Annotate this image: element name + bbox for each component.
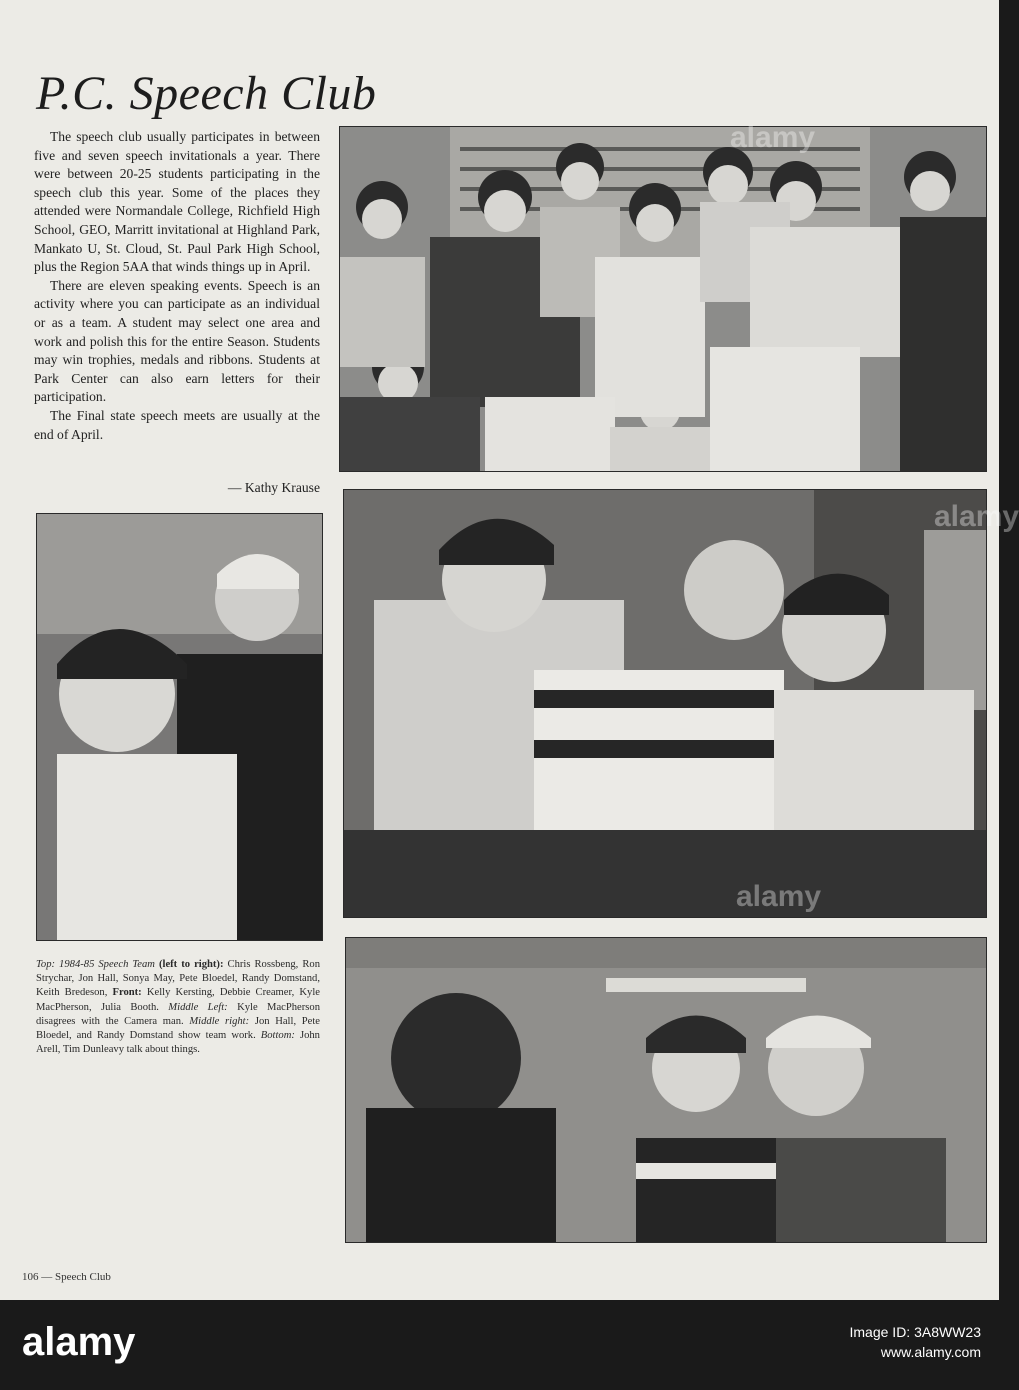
caption-top-label: Top: 1984-85 Speech Team [36, 959, 155, 970]
caption-middle-left-label: Middle Left: [168, 1001, 228, 1013]
caption-front-label: Front: [112, 987, 142, 999]
byline: — Kathy Krause [227, 480, 320, 495]
group-photo [339, 121, 987, 472]
article-paragraph: The speech club usually participates in between five and seven speech invitationals a year. There were between 20-25 students participating in the speech club this year. Some of the places they attended were Normandale College, Richfield High School, GEO, Marritt invitational at Highland Park, Mankato U, St. Cloud, St. Paul Park High School, plus the Region 5AA that winds things up in April. [34, 129, 320, 275]
image-id-text: Image ID: 3A8WW23 [849, 1324, 981, 1340]
alamy-watermark: alamy [934, 500, 1019, 533]
photo-caption [36, 958, 320, 1057]
caption-direction: (left to right): [154, 959, 228, 970]
caption-middle-right-label: Middle right: [189, 1015, 250, 1027]
caption-top-names: Chris Rossbeng, Ron Strychar, Jon Hall, Sonya May, Pete Bloedel, Randy Domstand, Keith Bredeson, [36, 959, 320, 999]
caption-middle-left-text: Kyle MacPherson disagrees with the Camera man. [36, 1001, 320, 1027]
article-text [34, 128, 320, 444]
article-paragraph: The Final state speech meets are usually at the end of April. [34, 407, 320, 442]
caption-middle-right-text: Jon Hall, Pete Bloedel, and Randy Domstand show team work. [36, 1015, 320, 1042]
page-title: P.C. Speech Club [36, 67, 377, 120]
middle-right-photo [343, 489, 1019, 918]
alamy-watermark: alamy [730, 121, 816, 154]
article-paragraph: There are eleven speaking events. Speech is an activity where you can participate as an individual or as a team. A student may select one area and work and polish this for the entire Season. Students may win trophies, medals and ribbons. Students at Park Center can also earn letters for their participation. [34, 277, 320, 405]
stock-footer [0, 1300, 999, 1390]
caption-front-names: Kelly Kersting, Debbie Creamer, Kyle MacPherson, Julia Booth. [36, 987, 320, 1013]
image-id [850, 1322, 982, 1362]
caption-bottom-text: John Arell, Tim Dunleavy talk about things. [36, 1030, 320, 1056]
bottom-photo [345, 937, 987, 1243]
page-folio: 106 — Speech Club [22, 1271, 111, 1283]
site-url: www.alamy.com [880, 1344, 981, 1360]
middle-left-photo [36, 513, 323, 941]
alamy-watermark: alamy [736, 880, 822, 913]
alamy-logo: alamy [22, 1320, 136, 1364]
caption-bottom-label: Bottom: [260, 1030, 295, 1042]
